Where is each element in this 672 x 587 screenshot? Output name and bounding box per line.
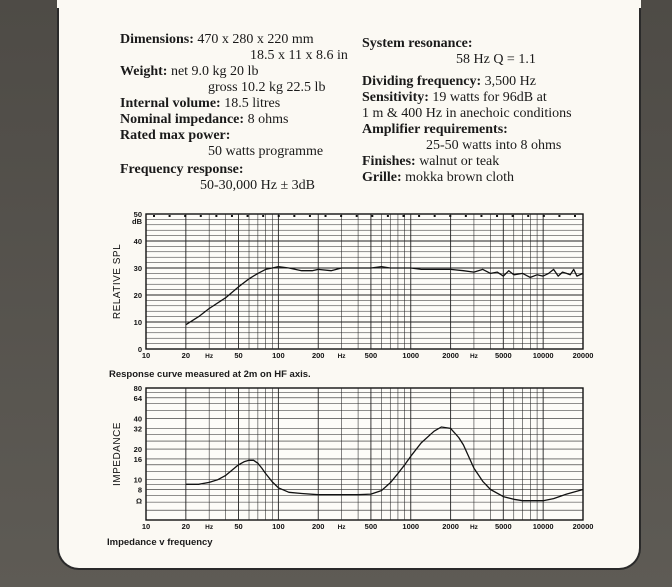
chart0-plot-frame: [146, 214, 583, 349]
chart0-x-tick-label: 500: [364, 351, 378, 360]
specs_left-value: 18.5 x 11 x 8.6 in: [250, 48, 348, 63]
chart0-top-marker: [231, 215, 233, 217]
chart1-x-tick-label: 5000: [494, 522, 512, 531]
specs_left-value: net 9.0 kg 20 lb: [170, 64, 259, 79]
chart0-x-tick-label: 100: [272, 351, 285, 360]
specs_right-label: Grille:: [362, 170, 402, 185]
specs_right-value: 1 m & 400 Hz in anechoic conditions: [362, 106, 572, 121]
chart1-x-tick-label: 500: [364, 522, 378, 531]
chart0-x-tick-label: Hz: [337, 353, 346, 360]
chart1-y-tick-label: 20: [133, 445, 142, 455]
chart1-y-tick-label: 8: [137, 485, 142, 495]
specs_left-label: Rated max power:: [120, 128, 231, 143]
chart0-x-tick-label: 50: [234, 351, 243, 360]
specs_left-label: Frequency response:: [120, 162, 244, 177]
specs_left-label: Weight:: [120, 64, 168, 79]
chart1-x-tick-label: 200: [311, 522, 325, 531]
specs_left-label: Dimensions:: [120, 32, 194, 47]
specs_right-label: Finishes:: [362, 154, 416, 169]
chart0-top-marker: [371, 215, 373, 217]
specs_right-value: 25-50 watts into 8 ohms: [426, 138, 562, 153]
chart0-y-tick-label: dB: [132, 217, 142, 226]
chart0-top-marker: [558, 215, 560, 217]
chart1-x-tick-label: 10: [141, 522, 151, 531]
chart0-x-tick-label: 20: [181, 351, 191, 360]
chart1-y-axis-label: IMPEDANCE: [112, 422, 123, 486]
chart0-top-marker: [465, 215, 467, 217]
chart0-top-marker: [247, 215, 249, 217]
chart1-x-tick-label: 100: [272, 522, 285, 531]
chart1-y-tick-label: 10: [133, 475, 142, 485]
chart0-top-marker: [309, 215, 311, 217]
chart0-top-marker: [418, 215, 420, 217]
chart0-x-tick-label: 10: [141, 351, 151, 360]
chart1-x-tick-label: Hz: [337, 524, 346, 531]
specs_left-value: 50 watts programme: [208, 144, 324, 159]
chart1-y-tick-label: 16: [133, 454, 142, 464]
specs_left-value: 8 ohms: [247, 112, 289, 127]
chart0-top-marker: [574, 215, 576, 217]
chart0-top-marker: [340, 215, 342, 217]
chart0-top-marker: [262, 215, 264, 217]
chart1-x-tick-label: 10000: [532, 522, 554, 531]
chart1-x-tick-label: Hz: [469, 524, 478, 531]
chart0-x-tick-label: Hz: [205, 353, 214, 360]
specs_right-value: 58 Hz Q = 1.1: [456, 52, 536, 67]
chart0-x-tick-label: 200: [311, 351, 325, 360]
chart0-top-marker: [356, 215, 358, 217]
chart0-top-marker: [184, 215, 186, 217]
chart0-y-tick-label: 0: [137, 345, 142, 354]
chart0-top-marker: [480, 215, 482, 217]
chart0-top-marker: [402, 215, 404, 217]
chart0-top-marker: [496, 215, 498, 217]
chart0-y-tick-label: 20: [133, 291, 142, 300]
chart0-top-marker: [325, 215, 327, 217]
chart1-x-tick-label: 2000: [442, 522, 459, 531]
chart1-y-tick-label: 80: [133, 384, 142, 393]
chart0-y-tick-label: 40: [133, 237, 142, 246]
chart0-top-marker: [449, 215, 451, 217]
chart0-x-tick-label: 20000: [572, 351, 594, 360]
spl-chart-caption: Response curve measured at 2m on HF axis.: [109, 369, 311, 380]
specs_left-value: 50-30,000 Hz ± 3dB: [200, 178, 316, 193]
specs_left-value: 18.5 litres: [224, 96, 281, 111]
chart0-y-tick-label: 30: [133, 264, 142, 273]
specs_right-value: 3,500 Hz: [484, 74, 536, 89]
chart1-y-tick-label: 64: [133, 393, 142, 403]
chart0-top-marker: [278, 215, 280, 217]
chart0-top-marker: [543, 215, 545, 217]
specs_right-value: 19 watts for 96dB at: [432, 90, 547, 105]
chart0-top-marker: [527, 215, 529, 217]
chart1-x-tick-label: 20: [181, 522, 191, 531]
chart0-top-marker: [153, 215, 155, 217]
chart0-top-marker: [215, 215, 217, 217]
chart0-x-tick-label: 5000: [494, 351, 512, 360]
specs_left-label: Internal volume:: [120, 96, 221, 111]
chart0-y-tick-label: 50: [133, 210, 142, 219]
chart1-y-tick-label: Ω: [135, 496, 142, 506]
chart1-x-tick-label: 20000: [572, 522, 594, 531]
chart0-y-tick-label: 10: [133, 318, 142, 327]
chart1-y-tick-label: 32: [133, 424, 142, 434]
chart0-top-marker: [169, 215, 171, 217]
chart1-x-tick-label: Hz: [205, 524, 214, 531]
specs_right-value: mokka brown cloth: [405, 170, 515, 185]
chart0-top-marker: [434, 215, 436, 217]
specs_left-label: Nominal impedance:: [120, 112, 245, 127]
chart0-x-tick-label: 2000: [442, 351, 459, 360]
specs_right-label: Amplifier requirements:: [362, 122, 508, 137]
chart0-top-marker: [387, 215, 389, 217]
chart0-top-marker: [293, 215, 295, 217]
chart1-y-tick-label: 40: [133, 414, 142, 424]
chart1-x-tick-label: 50: [234, 522, 243, 531]
chart0-y-axis-label: RELATIVE SPL: [112, 243, 123, 320]
specs_right-value: walnut or teak: [419, 154, 500, 169]
chart1-x-tick-label: 1000: [402, 522, 420, 531]
specs_right-label: Dividing frequency:: [362, 74, 482, 89]
chart0-top-marker: [512, 215, 514, 217]
chart0-x-tick-label: 1000: [402, 351, 420, 360]
chart0-x-tick-label: 10000: [532, 351, 554, 360]
specs_right-label: Sensitivity:: [362, 90, 429, 105]
specs_left-value: gross 10.2 kg 22.5 lb: [208, 80, 326, 95]
specs_left-value: 470 x 280 x 220 mm: [197, 32, 314, 47]
impedance-chart-caption: Impedance v frequency: [107, 537, 213, 548]
chart0-x-tick-label: Hz: [469, 353, 478, 360]
specs_right-label: System resonance:: [362, 36, 473, 51]
chart0-top-marker: [200, 215, 202, 217]
